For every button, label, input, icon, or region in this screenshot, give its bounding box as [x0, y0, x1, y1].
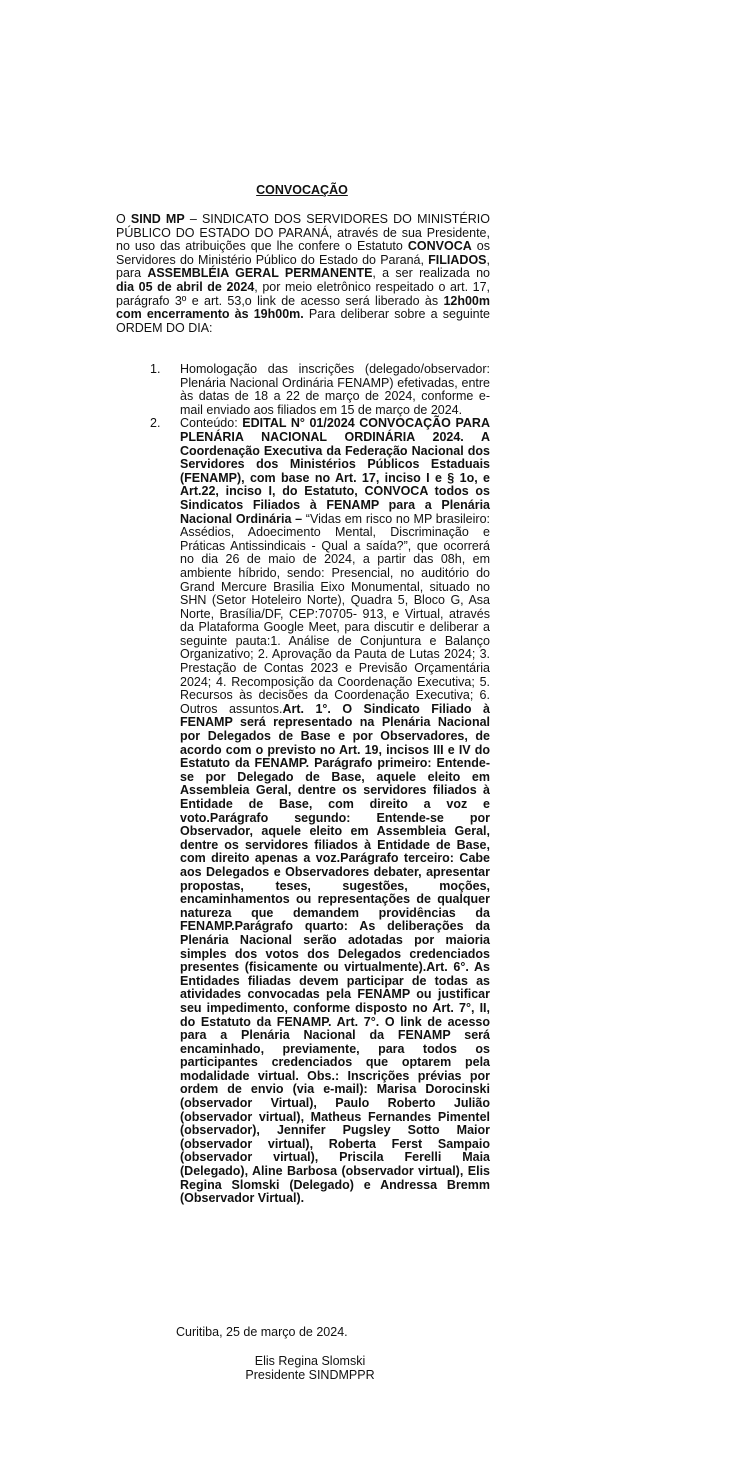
intro-text: , para: [116, 252, 490, 281]
agenda-item-bold-text: EDITAL N° 01/2024 CONVOCAÇÃO PARA PLENÁRIA NACIONAL ORDINÁRIA 2024. A Coordenação Executiva da Federação Nacional dos Servidores dos Ministérios Públicos Estaduais (FENAMP), com base no Art. 17, inciso I e § 1o, e Art.22, inciso I, do Estatuto, CONVOCA todos os Sindicatos Filiados à FENAMP para a Plenária Nacional Ordinária –: [180, 416, 490, 526]
intro-text: Para deliberar sobre a seguinte ORDEM DO DIA:: [116, 307, 490, 335]
intro-bold-text: SIND MP: [130, 212, 185, 226]
signature-block: [200, 1355, 420, 1382]
intro-bold-text: dia 05 de abril de 2024: [116, 279, 255, 294]
place-date: Curitiba, 25 de março de 2024.: [176, 1325, 348, 1339]
agenda-list: [150, 363, 490, 1206]
intro-bold-text: CONVOCA: [407, 239, 472, 254]
document-title: CONVOCAÇÃO: [256, 183, 348, 197]
intro-text: , por meio eletrônico respeitado o art. 17, parágrafo 3º e art. 53,o link de acesso será liberado às: [116, 279, 491, 308]
intro-bold-text: 12h00m com encerramento às 19h00m.: [116, 293, 490, 322]
intro-bold-text: FILIADOS: [428, 252, 487, 267]
agenda-item-text: Conteúdo:: [180, 416, 243, 431]
intro-bold-text: ASSEMBLÉIA GERAL PERMANENTE: [147, 266, 373, 281]
signature-role: Presidente SINDMPPR: [245, 1367, 375, 1382]
agenda-item-bold-text: Art. 1°. O Sindicato Filiado à FENAMP será representado na Plenária Nacional por Delegados de Base e por Observadores, de acordo com o previsto no Art. 19, incisos III e IV do Estatuto da FENAMP. Parágrafo primeiro: Entende-se por Delegado de Base, aquele eleito em Assembleia Geral, dentre os servidores filiados à Entidade de Base, com direito a voz e voto.Parágrafo segundo: Entende-se por Observador, aquele eleito em Assembleia Geral, dentre os servidores filiados à Entidade de Base, com direito apenas a voz.Parágrafo terceiro: Cabe aos Delegados e Observadores debater, apresentar propostas, teses, sugestões, moções, encaminhamentos ou representações de qualquer natureza que demandem providências da FENAMP.Parágrafo quarto: As deliberações da Plenária Nacional serão adotadas por maioria simples dos votos dos Delegados credenciados presentes (fisicamente ou virtualmente).Art. 6°. As Entidades filiadas devem participar de todas as atividades convocadas pela FENAMP ou justificar seu impedimento, conforme disposto no Art. 7°, II, do Estatuto da FENAMP. Art. 7°. O link de acesso para a Plenária Nacional da FENAMP será encaminhado, previamente, para todos os participantes credenciados que optarem pela modalidade virtual. Obs.: Inscrições prévias por ordem de envio (via e-mail): Marisa Dorocinski (observador Virtual), Paulo Roberto Julião (observador virtual), Matheus Fernandes Pimentel (observador), Jennifer Pugsley Sotto Maior (observador virtual), Roberta Ferst Sampaio (observador virtual), Priscila Ferelli Maia (Delegado), Aline Barbosa (observador virtual), Elis Regina Slomski (Delegado) e Andressa Bremm (Observador Virtual).: [180, 701, 490, 1206]
agenda-item-text: Homologação das inscrições (delegado/observador: Plenária Nacional Ordinária FENAMP) efetivadas, entre às datas de 18 a 22 de março de 2024, conforme e-mail enviado aos filiados em 15 de março de 2024.: [180, 362, 490, 417]
agenda-item-number: 1.: [150, 362, 161, 376]
agenda-item-text: “Vidas em risco no MP brasileiro: Assédios, Adoecimento Mental, Discriminação e Práticas Antissindicais - Qual a saída?”, que ocorrerá no dia 26 de maio de 2024, a partir das 08h, em ambiente híbrido, sendo: Presencial, no auditório do Grand Mercure Brasilia Eixo Monumental, situado no SHN (Setor Hoteleiro Norte), Quadra 5, Bloco G, Asa Norte, Brasília/DF, CEP:70705- 913, e Virtual, através da Plataforma Google Meet, para discutir e deliberar a seguinte pauta:1. Análise de Conjuntura e Balanço Organizativo; 2. Aprovação da Pauta de Lutas 2024; 3. Prestação de Contas 2023 e Previsão Orçamentária 2024; 4. Recomposição da Coordenação Executiva; 5. Recursos às decisões da Coordenação Executiva; 6. Outros assuntos.: [180, 511, 490, 716]
intro-paragraph: [116, 213, 490, 335]
agenda-item-number: 2.: [150, 416, 161, 431]
agenda-item: [150, 363, 490, 417]
intro-text: – SINDICATO DOS SERVIDORES DO MINISTÉRIO PÚBLICO DO ESTADO DO PARANÁ, através de sua Presidente, no uso das atribuições que lhe confere o Estatuto: [116, 212, 490, 254]
intro-text: os Servidores do Ministério Público do Estado do Paraná,: [116, 239, 490, 267]
signature-name: Elis Regina Slomski: [254, 1354, 366, 1368]
intro-text: O: [116, 212, 131, 226]
intro-text: , a ser realizada no: [372, 266, 491, 281]
agenda-item: [150, 417, 490, 1205]
